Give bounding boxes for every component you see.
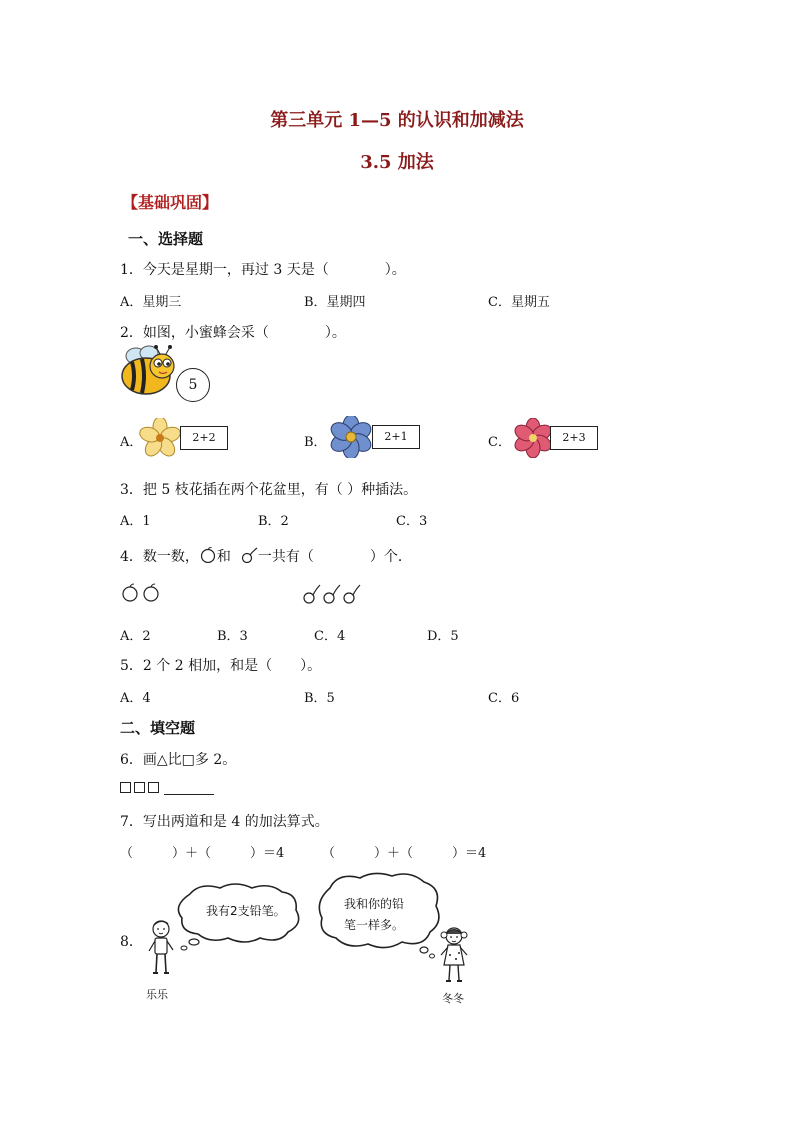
bee-number-circle: 5 [176,368,210,402]
apples-group-icon [120,583,164,603]
q4-option-c: C．4 [314,629,346,644]
bubble-2-text-line1: 我和你的铅 [344,897,405,911]
q5-text: 5．2 个 2 相加，和是（ ）。 [120,658,322,674]
part2-heading: 二、填空题 [120,719,196,737]
q2-option-c: C． [488,435,511,450]
q5-option-c: C．6 [488,691,520,706]
q3-option-b: B．2 [258,514,289,529]
name-lele: 乐乐 [146,988,168,1001]
q4-option-a: A．2 [120,629,151,644]
q3-text: 3．把 5 枝花插在两个花盆里，有（ ）种插法。 [120,482,418,498]
q8-number: 8． [120,934,143,950]
thought-bubble-2 [314,870,446,960]
q6-answer-blank[interactable] [164,794,214,795]
q1-option-b: B．星期四 [304,295,366,310]
lesson-subtitle: 3.5 加法 [360,152,434,173]
q2-option-a: A． [120,435,143,450]
q3-option-c: C．3 [396,514,428,529]
q1-text: 1．今天是星期一，再过 3 天是（ ）。 [120,262,406,278]
q2-option-b: B． [304,435,327,450]
q3-option-a: A．1 [120,514,151,529]
q7-equation-2[interactable]: （ ）＋（ ）＝4 [322,846,487,861]
name-dongdong: 冬冬 [442,992,464,1005]
q4-option-b: B．3 [217,629,248,644]
yellow-flower-icon [138,418,182,458]
q4-text-mid: 和 [216,549,231,565]
blue-flower-icon [324,416,378,458]
q4-text-post: 一共有（ ）个． [257,549,412,565]
q4-option-d: D．5 [427,629,459,644]
q4-question [120,546,412,566]
q7-text: 7．写出两道和是 4 的加法算式。 [120,814,329,830]
q6-text: 6．画△比□多 2。 [120,752,237,768]
q5-option-a: A．4 [120,691,151,706]
section-label: 【基础巩固】 [122,193,219,212]
q6-answer-area[interactable] [120,779,214,795]
part1-heading: 一、选择题 [128,230,204,248]
q2-c-equation-box: 2+3 [550,426,598,450]
square-icon [134,782,145,793]
q5-option-b: B．5 [304,691,335,706]
pear-icon [240,547,258,563]
q2-text: 2．如图，小蜜蜂会采（ ）。 [120,325,346,341]
apple-icon [199,547,217,563]
q2-a-equation-box: 2+2 [180,426,228,450]
page-title: 第三单元 1—5 的认识和加减法 [270,110,524,131]
q4-text-pre: 4．数一数， [120,549,199,565]
square-icon [120,782,131,793]
bubble-2-text-line2: 笔一样多。 [344,918,405,932]
boy-lele-icon [146,918,178,980]
girl-dongdong-icon [436,925,472,987]
q1-option-a: A．星期三 [120,295,182,310]
pears-group-icon [302,584,366,606]
square-icon [148,782,159,793]
q1-option-c: C．星期五 [488,295,550,310]
bubble-1-text: 我有2支铅笔。 [206,904,286,918]
q7-equation-1[interactable]: （ ）＋（ ）＝4 [120,846,285,861]
q2-b-equation-box: 2+1 [372,425,420,449]
